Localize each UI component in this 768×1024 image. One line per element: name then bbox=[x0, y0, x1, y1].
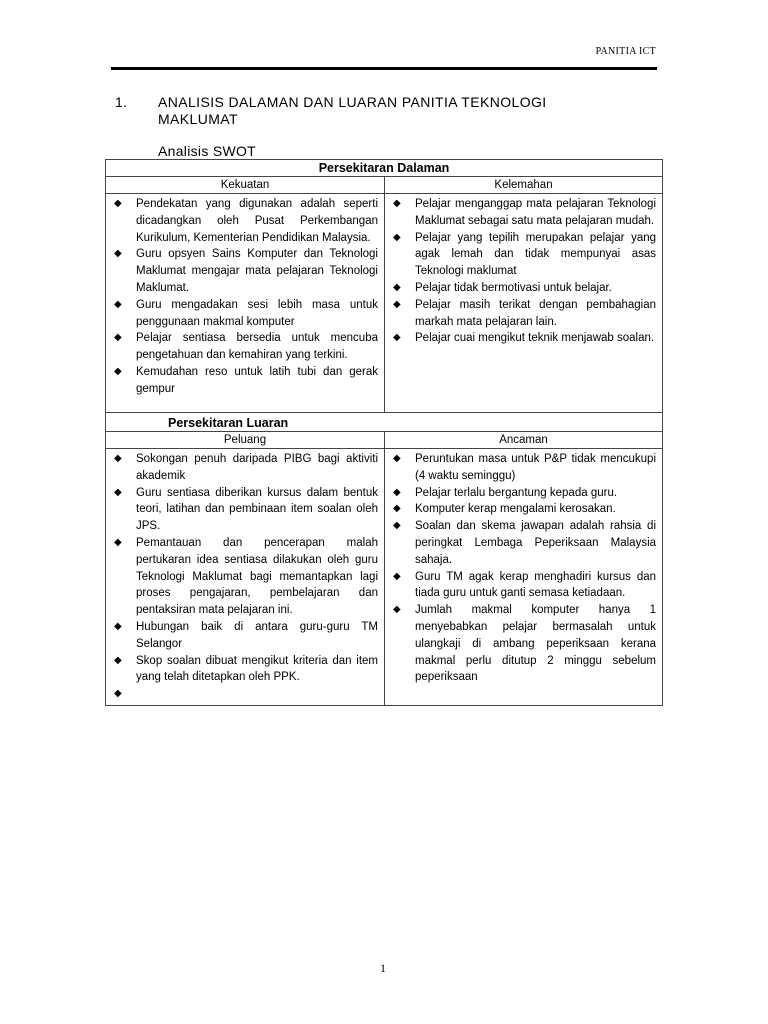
list-item bbox=[112, 364, 378, 398]
list-item bbox=[391, 230, 656, 280]
list-item bbox=[391, 569, 656, 603]
opportunities-cell bbox=[106, 449, 385, 706]
diamond-bullet-icon: ◆ bbox=[393, 231, 401, 243]
section-number: 1. bbox=[115, 94, 128, 110]
page-number: 1 bbox=[380, 961, 386, 975]
swot-subheading: Analisis SWOT bbox=[158, 143, 257, 159]
list-item-text: Jumlah makmal komputer hanya 1 menyebabkan pelajar bermasalah untuk ulangkaji di ambang peperiksaan kerana makmal perlu ditutup 2 minggu sebelum peperiksaan bbox=[415, 604, 657, 684]
list-item-text: Pemantauan dan pencerapan malah pertukaran idea sentiasa dilakukan oleh guru Teknologi Maklumat bagi memantapkan lagi proses pengajaran, pembelajaran dan pentaksiran mata pelajaran ini. bbox=[136, 536, 378, 617]
diamond-bullet-icon: ◆ bbox=[393, 298, 401, 310]
running-header: PANITIA ICT bbox=[595, 46, 656, 57]
diamond-bullet-icon: ◆ bbox=[393, 520, 401, 532]
list-item-text: Soalan dan skema jawapan adalah rahsia di peringkat Lembaga Peperiksaan Malaysia sahaja. bbox=[415, 520, 657, 566]
list-item bbox=[112, 246, 378, 296]
strengths-header: Kekuatan bbox=[106, 177, 385, 194]
diamond-bullet-icon: ◆ bbox=[114, 248, 122, 260]
list-item-text: Komputer kerap mengalami kerosakan. bbox=[415, 503, 616, 516]
list-item-text: Pelajar cuai mengikut teknik menjawab soalan. bbox=[415, 332, 655, 345]
list-item-text: Guru sentiasa diberikan kursus dalam bentuk teori, latihan dan pembinaan item soalan oleh JPS. bbox=[136, 486, 378, 533]
list-item-text: Skop soalan dibuat mengikut kriteria dan item yang telah ditetapkan oleh PPK. bbox=[136, 654, 378, 684]
diamond-bullet-icon: ◆ bbox=[114, 198, 122, 209]
list-item bbox=[112, 330, 378, 364]
diamond-bullet-icon: ◆ bbox=[114, 298, 122, 310]
list-item bbox=[112, 485, 378, 535]
threats-cell bbox=[385, 449, 663, 706]
opportunities-header: Peluang bbox=[106, 432, 385, 449]
list-item bbox=[112, 686, 378, 703]
list-item bbox=[391, 501, 656, 518]
list-item-text: Guru opsyen Sains Komputer dan Teknologi Maklumat mengajar mata pelajaran Teknologi Maklumat. bbox=[136, 248, 378, 294]
diamond-bullet-icon: ◆ bbox=[114, 365, 122, 377]
list-item-text: Pelajar terlalu bergantung kepada guru. bbox=[415, 486, 618, 499]
list-item-text: Pelajar masih terikat dengan pembahagian markah mata pelajaran lain. bbox=[415, 298, 657, 328]
diamond-bullet-icon: ◆ bbox=[114, 332, 122, 344]
weaknesses-list bbox=[391, 196, 656, 347]
weaknesses-cell bbox=[385, 194, 663, 413]
list-item-text: Guru mengadakan sesi lebih masa untuk penggunaan makmal komputer bbox=[136, 298, 378, 328]
list-item bbox=[112, 451, 378, 485]
list-item bbox=[391, 485, 656, 502]
diamond-bullet-icon: ◆ bbox=[114, 688, 122, 700]
diamond-bullet-icon: ◆ bbox=[393, 453, 401, 464]
list-item-text: Pendekatan yang digunakan adalah seperti dicadangkan oleh Pusat Perkembangan Kurikulum, Kementerian Pendidikan Malaysia. bbox=[136, 198, 378, 244]
diamond-bullet-icon: ◆ bbox=[393, 570, 401, 582]
list-item bbox=[391, 602, 656, 686]
list-item bbox=[391, 451, 656, 485]
swot-table bbox=[105, 159, 663, 706]
opportunities-list bbox=[112, 451, 378, 703]
diamond-bullet-icon: ◆ bbox=[393, 198, 401, 209]
diamond-bullet-icon: ◆ bbox=[114, 654, 122, 666]
list-item bbox=[112, 297, 378, 331]
list-item bbox=[391, 330, 656, 347]
header-rule bbox=[111, 67, 657, 70]
diamond-bullet-icon: ◆ bbox=[114, 486, 122, 498]
list-item-text: Peruntukan masa untuk P&P tidak mencukupi (4 waktu seminggu) bbox=[415, 453, 657, 482]
section-title: ANALISIS DALAMAN DAN LUARAN PANITIA TEKNOLOGI MAKLUMAT bbox=[158, 94, 547, 127]
diamond-bullet-icon: ◆ bbox=[393, 604, 401, 616]
list-item bbox=[112, 196, 378, 246]
diamond-bullet-icon: ◆ bbox=[114, 620, 122, 632]
list-item-text: Pelajar yang tepilih merupakan pelajar yang agak lemah dan tidak mempunyai asas Teknologi maklumat bbox=[415, 231, 657, 278]
list-item bbox=[112, 653, 378, 687]
diamond-bullet-icon: ◆ bbox=[393, 332, 401, 344]
list-item-text: Pelajar tidak bermotivasi untuk belajar. bbox=[415, 281, 612, 294]
weaknesses-header: Kelemahan bbox=[385, 177, 663, 194]
list-item-text: Pelajar sentiasa bersedia untuk mencuba pengetahuan dan kemahiran yang terkini. bbox=[136, 332, 378, 362]
internal-environment-title: Persekitaran Dalaman bbox=[106, 160, 663, 177]
diamond-bullet-icon: ◆ bbox=[114, 536, 122, 548]
diamond-bullet-icon: ◆ bbox=[393, 281, 401, 293]
diamond-bullet-icon: ◆ bbox=[393, 503, 401, 515]
threats-header: Ancaman bbox=[385, 432, 663, 449]
list-item bbox=[112, 619, 378, 653]
diamond-bullet-icon: ◆ bbox=[393, 486, 401, 498]
strengths-list bbox=[112, 196, 378, 398]
threats-list bbox=[391, 451, 656, 686]
list-item bbox=[391, 196, 656, 230]
list-item-text: Kemudahan reso untuk latih tubi dan gerak gempur bbox=[136, 365, 378, 395]
list-item bbox=[391, 518, 656, 568]
list-item-text: Sokongan penuh daripada PIBG bagi aktiviti akademik bbox=[136, 453, 378, 482]
list-item bbox=[391, 280, 656, 297]
diamond-bullet-icon: ◆ bbox=[114, 453, 122, 464]
list-item-text: Pelajar menganggap mata pelajaran Teknologi Maklumat sebagai satu mata pelajaran mudah. bbox=[415, 198, 657, 227]
external-environment-title: Persekitaran Luaran bbox=[106, 413, 663, 432]
list-item bbox=[391, 297, 656, 331]
list-item bbox=[112, 535, 378, 619]
strengths-cell bbox=[106, 194, 385, 413]
list-item-text: Hubungan baik di antara guru-guru TM Selangor bbox=[136, 620, 378, 650]
list-item-text: Guru TM agak kerap menghadiri kursus dan tiada guru untuk ganti semasa ketiadaan. bbox=[415, 570, 657, 600]
